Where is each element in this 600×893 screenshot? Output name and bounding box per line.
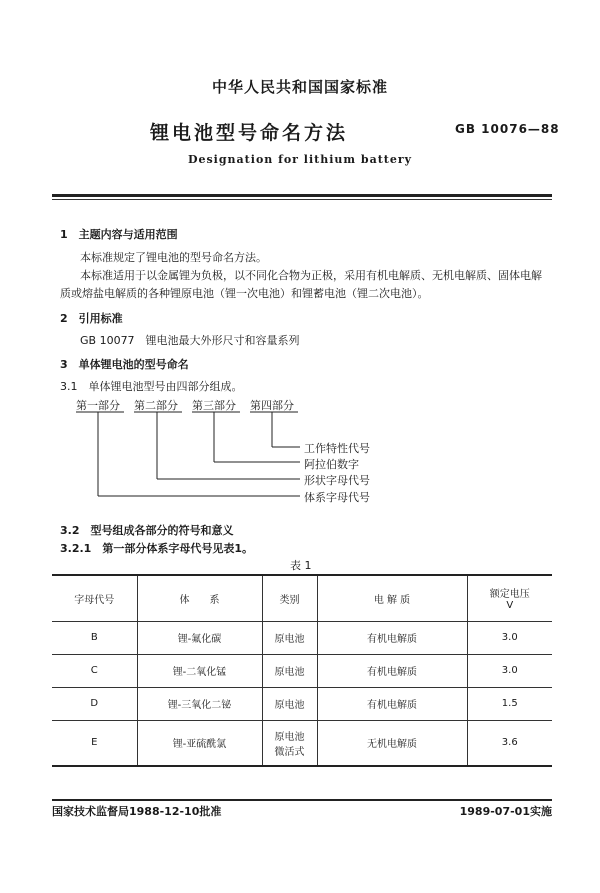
cell-voltage: 3.0 [467, 654, 552, 687]
cell-electrolyte: 有机电解质 [317, 621, 467, 654]
reference-standard: GB 10077 锂电池最大外形尺寸和容量系列 [80, 334, 300, 347]
cell-code: E [52, 720, 137, 766]
section1-heading: 1 主题内容与适用范围 [60, 228, 178, 241]
header-rated-voltage [467, 575, 552, 621]
section3-heading: 3 单体锂电池的型号命名 [60, 358, 189, 371]
cell-system: 锂-二氧化锰 [137, 654, 262, 687]
standard-code: GB 10076—88 [455, 122, 560, 136]
table-1 [52, 574, 552, 767]
footer-divider [52, 799, 552, 801]
section1-paragraph2-line1: 本标准适用于以金属锂为负极，以不同化合物为正极，采用有机电解质、无机电解质、固体电解 [80, 269, 542, 282]
cell-electrolyte: 无机电解质 [317, 720, 467, 766]
label-system-letter-code: 体系字母代号 [304, 491, 370, 504]
cell-code: D [52, 687, 137, 720]
cell-code: B [52, 621, 137, 654]
header-letter-code: 字母代号 [52, 575, 137, 621]
approval-date: 国家技术监督局1988-12-10批准 [52, 805, 222, 818]
part-label-3: 第三部分 [192, 399, 236, 412]
cell-category: 原电池 [262, 654, 317, 687]
cell-system: 锂-亚硫酰氯 [137, 720, 262, 766]
cell-category-line1: 原电池 [274, 731, 305, 743]
section3-1-text: 3.1 单体锂电池型号由四部分组成。 [60, 380, 243, 393]
national-standard-label: 中华人民共和国国家标准 [211, 78, 388, 96]
table-row [52, 687, 552, 720]
header-system: 体 系 [137, 575, 262, 621]
cell-system: 锂-三氧化二铋 [137, 687, 262, 720]
section3-2-1-text: 3.2.1 第一部分体系字母代号见表1。 [60, 542, 253, 555]
section3-2-heading: 3.2 型号组成各部分的符号和意义 [60, 524, 234, 537]
label-arabic-numerals: 阿拉伯数字 [304, 458, 359, 471]
section1-paragraph1: 本标准规定了锂电池的型号命名方法。 [80, 251, 267, 264]
part-label-2: 第二部分 [134, 399, 178, 412]
document-title: 锂电池型号命名方法 [150, 122, 349, 144]
header-category: 类别 [262, 575, 317, 621]
cell-category: 原电池 [262, 687, 317, 720]
section1-paragraph2-line2: 质或熔盐电解质的各种锂原电池（锂一次电池）和锂蓄电池（锂二次电池）。 [60, 287, 429, 300]
cell-category-line2: 微活式 [274, 746, 305, 758]
cell-voltage: 3.6 [467, 720, 552, 766]
effective-date: 1989-07-01实施 [459, 805, 552, 818]
cell-code: C [52, 654, 137, 687]
header-voltage-unit: V [506, 600, 514, 612]
cell-voltage: 3.0 [467, 621, 552, 654]
cell-system: 锂-氟化碳 [137, 621, 262, 654]
cell-category: 原电池 [262, 621, 317, 654]
header-electrolyte: 电 解 质 [317, 575, 467, 621]
table-caption: 表 1 [290, 559, 312, 572]
table-header-row [52, 575, 552, 621]
table-row [52, 720, 552, 766]
english-title: Designation for lithium battery [187, 153, 413, 166]
part-label-4: 第四部分 [250, 399, 294, 412]
label-shape-letter-code: 形状字母代号 [304, 474, 370, 487]
table-row [52, 621, 552, 654]
part-label-1: 第一部分 [76, 399, 120, 412]
table-row [52, 654, 552, 687]
label-working-characteristic: 工作特性代号 [304, 442, 370, 455]
section2-heading: 2 引用标准 [60, 312, 123, 325]
cell-electrolyte: 有机电解质 [317, 654, 467, 687]
cell-electrolyte: 有机电解质 [317, 687, 467, 720]
header-rated-voltage-label: 额定电压 [489, 589, 530, 601]
cell-voltage: 1.5 [467, 687, 552, 720]
cell-category [262, 720, 317, 766]
